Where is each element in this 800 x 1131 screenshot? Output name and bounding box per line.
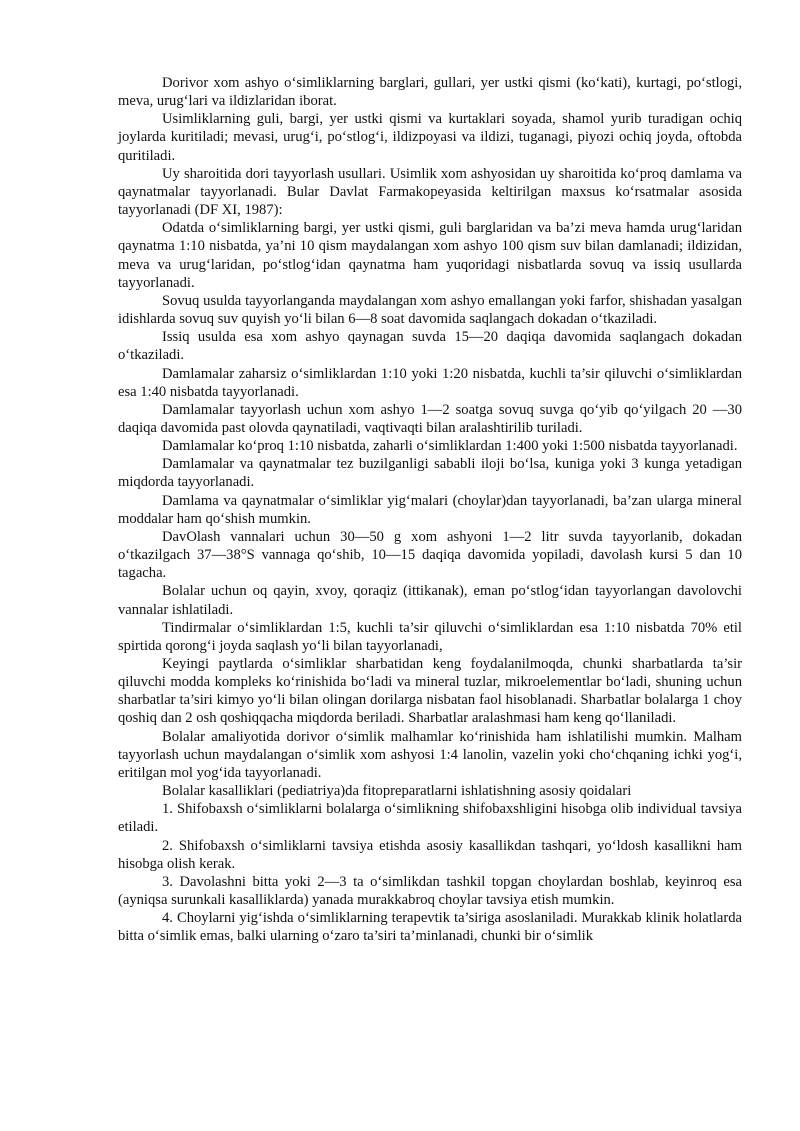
paragraph-ointments: Bolalar amaliyotida dorivor o‘simlik malhamlar ko‘rinishida ham ishlatilishi mumkin. Malham tayyorlash uchun maydalangan o‘simlik xom ashyosi 1:4 lanolin, vazelin yoki cho‘chqaning ichki yog‘i, eritilgan mol yog‘ida tayyorlanadi.: [118, 728, 742, 781]
paragraph-baths: DavOlash vannalari uchun 30—50 g xom ashyoni 1—2 litr suvda tayyorlanib, dokadan o‘tkazilgach 37—38°S vannaga qo‘shib, 10—15 daqiqa davomida yopiladi, davolash kursi 5 dan 10 tagacha.: [118, 528, 742, 582]
paragraph-infusion-ratio: Damlamalar zaharsiz o‘simliklardan 1:10 yoki 1:20 nisbatda, kuchli ta’sir qiluvchi o‘simliklardan esa 1:40 nisbatda tayyorlanadi.: [118, 365, 742, 400]
rule-item-4: 4. Choylarni yig‘ishda o‘simliklarning terapevtik ta’siriga asoslaniladi. Murakkab klinik holatlarda bitta o‘simlik emas, balki ularning o‘zaro ta’siri ta’minlanadi, chunki bir o‘simlik: [118, 910, 742, 945]
rule-item-2: 2. Shifobaxsh o‘simliklarni tavsiya etishda asosiy kasallikdan tashqari, yo‘ldosh kasallikni ham hisobga olish kerak.: [118, 837, 742, 872]
paragraph-toxic-plants: Damlamalar ko‘proq 1:10 nisbatda, zaharli o‘simliklardan 1:400 yoki 1:500 nisbatda tayyorlanadi.: [162, 438, 738, 455]
paragraph-tinctures: Tindirmalar o‘simliklardan 1:5, kuchli ta’sir qiluvchi o‘simliklardan esa 1:10 nisbatda 70% etil spirtida qorong‘i joyda saqlash yo‘li bilan tayyorlanadi,: [118, 619, 742, 654]
document-body: [118, 74, 742, 946]
paragraph-hot-method: Issiq usulda esa xom ashyo qaynagan suvda 15—20 daqiqa davomida saqlangach dokadan o‘tkaziladi.: [118, 329, 742, 364]
paragraph-home-methods: Uy sharoitida dori tayyorlash usullari. Usimlik xom ashyosidan uy sharoitida ko‘proq damlama va qaynatmalar tayyorlanadi. Bular Davlat Farmakopeyasida keltirilgan maxsus ko‘rsatmalar asosida tayyorlanadi (DF XI, 1987):: [118, 165, 742, 219]
paragraph-raw-materials: Dorivor xom ashyo o‘simliklarning barglari, gullari, yer ustki qismi (ko‘kati), kurtagi, po‘stlogi, meva, urug‘lari va ildizlaridan iborat.: [118, 75, 742, 110]
paragraph-collections: Damlama va qaynatmalar o‘simliklar yig‘malari (choylar)dan tayyorlanadi, ba’zan ularga mineral moddalar ham qo‘shish mumkin.: [118, 492, 742, 527]
section-heading-pediatrics: Bolalar kasalliklari (pediatriya)da fitopreparatlarni ishlatishning asosiy qoidalari: [162, 783, 632, 800]
paragraph-storage: Damlamalar va qaynatmalar tez buzilganligi sababli iloji bo‘lsa, kuniga yoki 3 kunga yetadigan miqdorda tayyorlanadi.: [118, 456, 742, 491]
paragraph-drying: Usimliklarning guli, bargi, yer ustki qismi va kurtaklari soyada, shamol yurib turadigan ochiq joylarda kuritiladi; mevasi, urug‘i, po‘stlog‘i, ildizpoyasi va ildizi, tuganagi, piyozi ochiq joyda, oftobda quritiladi.: [118, 111, 742, 164]
paragraph-infusion-preparation: Damlamalar tayyorlash uchun xom ashyo 1—2 soatga sovuq suvga qo‘yib qo‘yilgach 20 —30 daqiqa davomida past olovda qaynatiladi, vaqtivaqti bilan aralashtirilib turiladi.: [118, 401, 742, 436]
paragraph-children-baths: Bolalar uchun oq qayin, xvoy, qoraqiz (ittikanak), eman po‘stlog‘idan tayyorlangan davolovchi vannalar ishlatiladi.: [118, 583, 742, 618]
rule-item-3: 3. Davolashni bitta yoki 2—3 ta o‘simlikdan tashkil topgan choylardan boshlab, keyinroq esa (ayniqsa surunkali kasalliklarda) yanada murakkabroq choylar tavsiya etish mumkin.: [118, 873, 742, 909]
paragraph-juices: Keyingi paytlarda o‘simliklar sharbatidan keng foydalanilmoqda, chunki sharbatlarda ta’sir qiluvchi modda kompleks ko‘rinishida bo‘ladi va mineral tuzlar, mikroelementlar bo‘ladi, shuning uchun sharbatlar ta’siri kimyo yo‘li bilan olingan dorilarga nisbatan faol hisoblanadi. Sharbatlar bolalarga 1 choy qoshiq dan 2 osh qoshiqqacha miqdorda beriladi. Sharbatlar aralashmasi ham keng qo‘llaniladi.: [118, 656, 742, 727]
rule-item-1: 1. Shifobaxsh o‘simliklarni bolalarga o‘simlikning shifobaxshligini hisobga olib individual tavsiya etiladi.: [118, 801, 742, 836]
paragraph-cold-method: Sovuq usulda tayyorlanganda maydalangan xom ashyo emallangan yoki farfor, shishadan yasalgan idishlarda sovuq suv quyish yo‘li bilan 6—8 soat davomida saqlangach dokadan o‘tkaziladi.: [118, 292, 742, 328]
paragraph-decoction-ratio: Odatda o‘simliklarning bargi, yer ustki qismi, guli barglaridan va ba’zi meva hamda urug‘laridan qaynatma 1:10 nisbatda, ya’ni 10 qism maydalangan xom ashyo 100 qism suv bilan damlanadi; ildizidan, meva va urug‘laridan, po‘stlog‘idan qaynatma ham yuqoridagi nisbatlarda sovuq va issiq usullarda tayyorlanadi.: [118, 220, 742, 291]
